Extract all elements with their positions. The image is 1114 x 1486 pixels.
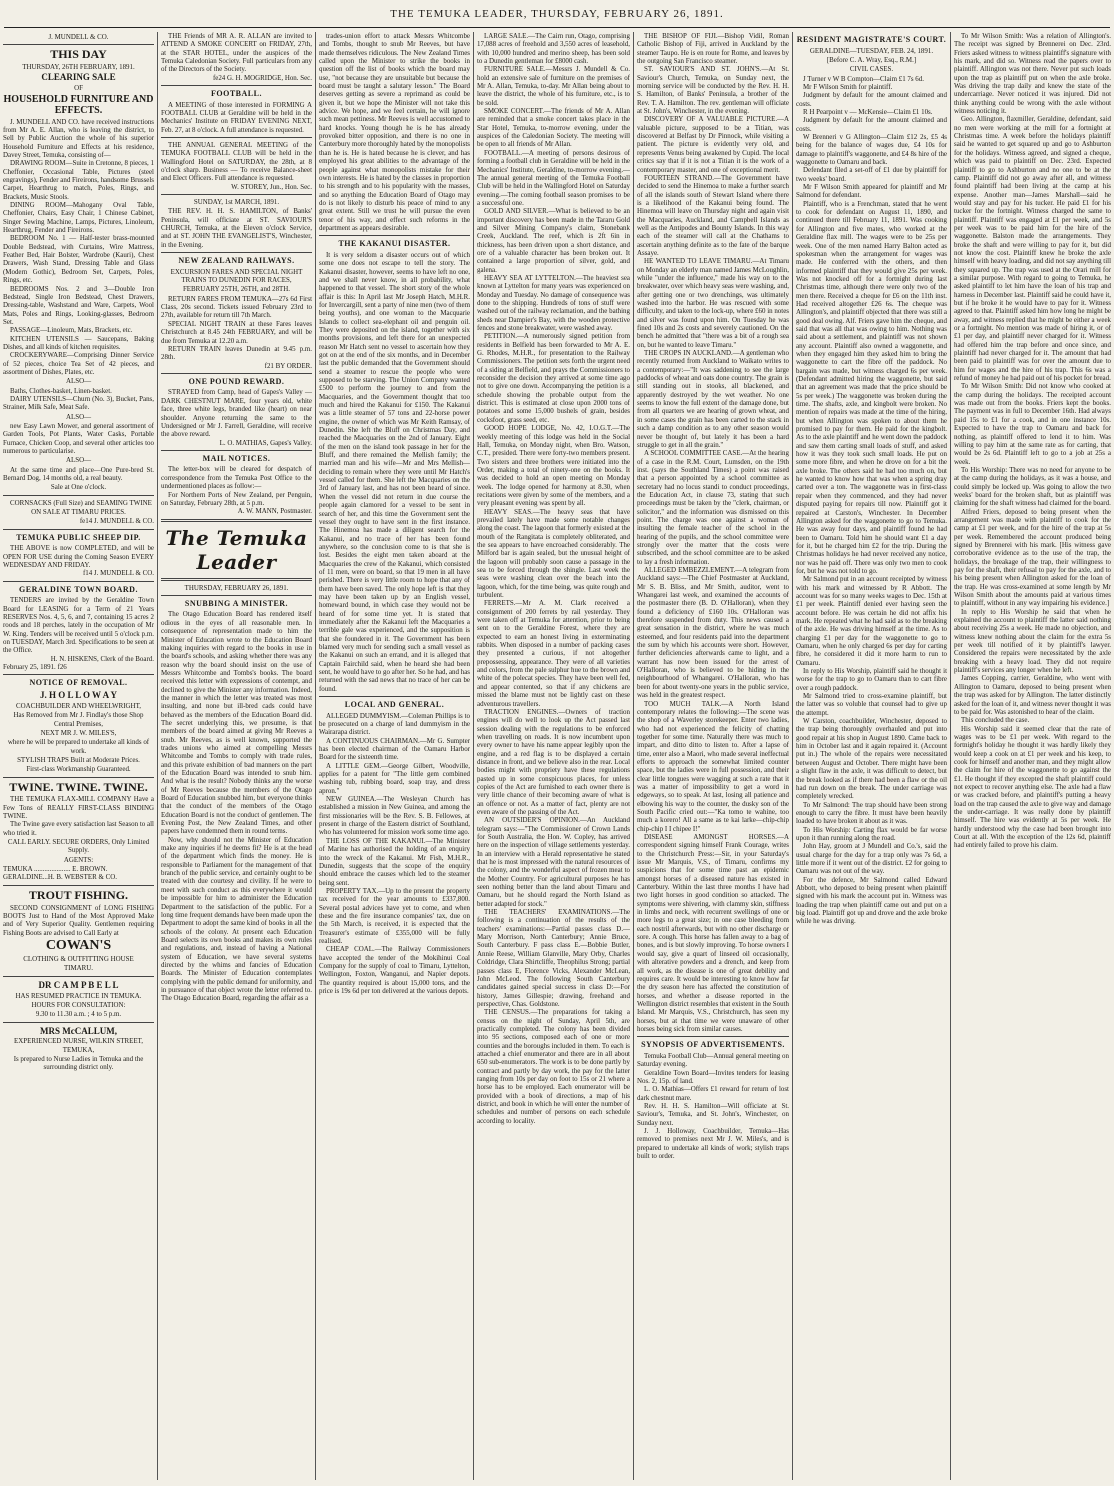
twine-body: The Twine gave every satisfaction last Season to all who tried it. (3, 820, 154, 837)
column-4 (474, 32, 633, 1480)
paragraph: W Brenneri v G Allington—Claim £12 2s, £5 4s being for the balance of wages due, £4 10s for damage to plaintiff's waggonette, and £4 8s hire of the waggonette to Oamaru and back. (796, 133, 947, 167)
this-day-heading: THIS DAY (50, 47, 107, 62)
paragraph: ALLEGED EMBEZZLEMENT.—A telegram from Auckland says:—The Chief Postmaster at Auckland, Mr S. B. Bliss, and Mr Smith, auditor, went to Whangarei last week, and examined the accounts of the postmaster there (B. D. O'Halloran), when they found a deficiency of £160 10s. O'Halloran was therefore suspended from duty. This news caused a great sensation in the district, where he was much esteemed, and four residents paid into the department the sum by which his accounts were short. However, further deficiencies afterwards came to light, and a warrant has now been issued for the arrest of O'Halloran, who is believed to be hiding in the neighbourhood of Whangarei. O'Halloran, who has been for about twenty-one years in the public service, was held in the greatest respect. (637, 566, 789, 700)
editorial-continued (319, 32, 470, 232)
court-cases (796, 75, 947, 926)
kakanui-heading: THE KAKANUI DISASTER. (338, 239, 451, 249)
ad-signature: L. O. MATHIAS, Gapes's Valley. (219, 438, 312, 447)
column-3 (316, 32, 473, 1480)
paragraph: FERRETS.—Mr A. M. Clark received a consignment of 200 ferrets by rail yesterday. They were taken off at Temuka for attention, prior to being sent on to the Geraldine Forest, where they are expected to earn an honest living in exterminating rabbits. When disposed in a number of packing cases they presented a curious, if not altogether prepossessing, appearance. They were of all varieties and colors, from the pale sulphur hue to the brown and white of the polecat species. They have been well fed, and appear contented, so that if any chickens are missed the blame must not be lightly cast on these adventurous travellers. (477, 599, 630, 708)
paragraph: Judgment by default for the amount claimed and costs. (796, 91, 947, 108)
paragraph: HE WANTED TO LEAVE TIMARU.—At Timaru on Monday an elderly man named James McLoughlin, while "under the influence," made his way on to the breakwater, over which heavy seas were washing, and, after getting one or two drenchings, was ultimately washed into the harbor. He was rescued with some difficulty, and taken to the lock-up, where £60 in notes and silver was found upon him. On Tuesday he was fined 10s and 2s costs and severely cautioned. On the bench he admitted that "there was a bit of a rough sea on, but he wanted to leave Timaru." (637, 257, 789, 349)
holloway-text: Has Removed from Mr J. Findlay's those Shop Central Premises, (13, 711, 144, 728)
column-2 (158, 32, 315, 1480)
removal-heading: NOTICE OF REMOVAL. (29, 678, 128, 688)
paragraph: W Carston, coachbuilder, Winchester, deposed to the trap being thoroughly overhauled and put into good repair at his shop in August 1890. Came back to him in October last and it again repaired it. (Account put in.) The whole of the repairs were necessitated between August and October. There might have been a slight flaw in the axle, it was difficult to detect, but the break looked as if there had been a flaw or the oil had run down on the break. The under carriage was completely wrecked. (796, 717, 947, 801)
town-board-heading: GERALDINE TOWN BOARD. (19, 584, 138, 594)
cornsacks-ad: CORNSACKS (Full Size) and SEAMING TWINE (10, 498, 152, 507)
football-ad: A MEETING of those interested in FORMING A FOOTBALL CLUB at Geraldine will be held in the Mechanics' Institute on FRIDAY EVENING NEXT, Feb. 27, at 8 o'clock. A full attendance is requested. (161, 100, 312, 134)
paragraph: CHEAP COAL.—The Railway Commissioners have accepted the tender of the Mokihinui Coal Company for the supply of coal to Timaru, Lyttelton, Wellington, Foxton, Wanganui, and Napier depots. The quantity required is about 15,000 tons, and the price is 19s 6d per ton delivered at the various depots. (319, 945, 470, 995)
sale-item: DAIRY UTENSILS—Churn (No. 3), Bucket, Pans, Strainer, Milk Safe, Meat Safe. (3, 394, 154, 412)
sale-time: Sale at One o'clock. (50, 483, 107, 492)
paragraph: Defendant filed a set-off of £1 due by plaintiff for two weeks' board. (796, 166, 947, 183)
paragraph: This concluded the case. (961, 716, 1030, 725)
sheep-dip-body: THE ABOVE is now COMPLETED, and will be OPEN FOR USE during the Coming Season EVERY WEDNESDAY AND FRIDAY. (3, 544, 154, 570)
church-ad: THE REV. H. H. S. HAMILTON, of Banks' Peninsula, will officiate at ST. SAVIOUR'S CHURCH, Temuka, at the Eleven o'clock Service, and at ST. JOHN THE EVANGELIST'S, Winchester, in the Evening. (161, 207, 312, 249)
paragraph: Mr F Wilson Smith for plaintiff. (803, 82, 893, 91)
paragraph: TRACTION ENGINES.—Owners of traction engines will do well to look up the Act passed last session dealing with the regulations to be enforced when travelling on roads. It is now incumbent upon every owner to have his name appear legibly upon the engine, and a red flag is to be displayed a certain distance in front, and we believe also in the rear. Local bodies might with propriety have these regulations pasted up in some conspicuous places, for unless copies of the Act are furnished to each owner there is very little chance of their becoming aware of what is an offence or not. As a matter of fact, plenty are not even aware of the passing of the Act. (477, 707, 630, 816)
paragraph: HEAVY SEA AT LYTTELTON.—The heaviest sea known at Lyttelton for many years was experienced on Monday and Tuesday. No damage of consequence was done to the shipping. Hundreds of tons of stuff were washed out of the railway reclamation, and the bathing sheds near Dampier's Bay, with the wooden protective fences and stone breakwater, were washed away. (477, 273, 630, 333)
column-5 (634, 32, 792, 1480)
cornsacks-prices: ON SALE AT TIMARU PRICES. (31, 508, 126, 517)
holloway-trade: COACHBUILDER AND WHEELWRIGHT, (15, 701, 142, 710)
sunday-date: SUNDAY, 1st MARCH, 1891. (193, 198, 280, 207)
cowan-location: TIMARU. (63, 964, 94, 973)
newspaper-logo: The Temuka Leader (165, 525, 308, 574)
mail-heading: MAIL NOTICES. (202, 453, 271, 463)
kakanui-body (319, 251, 470, 693)
sale-body: J. MUNDELL AND CO. have received instructions from Mr A. E. Allan, who is leaving the district, to Sell by Public Auction the whole of his superior Household Furniture and Effects at his residence, Davey Street, Temuka, consisting of— (3, 117, 154, 159)
paragraph: THE BISHOP OF FIJI.—Bishop Vidil, Roman Catholic Bishop of Fiji, arrived in Auckland by the steamer Taupo. He is en route for Rome, and leaves by the outgoing San Francisco steamer. (637, 32, 789, 66)
issue-date: THURSDAY, FEBRUARY 26, 1891. (184, 583, 289, 592)
civil-cases-heading: CIVIL CASES. (849, 65, 894, 74)
of-text: OF (74, 84, 83, 93)
paragraph: PETITION.—A numerously signed petition from residents in Belfield has been forwarded to Mr A. E. G. Rhodes, M.H.R., for presentation to the Railway Commissioners. The petition sets forth the urgent need of a siding at Belfield, and prays the Commissioners to reconsider the decision they arrived at some time ago not to give one down. Accompanying the petition is a schedule showing the probable output from the district. This is estimated at close upon 2000 tons of potatoes and some 15,000 bushels of grain, besides cocksfoot, grass seed, etc. (477, 332, 630, 424)
ad-signature: W. STOREY, Jun., Hon. Sec. (231, 182, 312, 191)
also-label: ALSO— (65, 412, 92, 421)
holloway-traps: STYLISH TRAPS Built at Moderate Prices. (17, 755, 140, 764)
paragraph: The Otago Education Board has rendered itself odious in the eyes of all reasonable men. In consequence of representation made to him the Minister of Education wrote to the Education Board making inquiries with regard to the books in use in the board's schools, and asking whether there was any reason why the board should insist on the use of Messrs Whitcombe and Tombs's books. The board received this letter with expressions of contempt, and declined to give the Minister any information. Indeed, the manner in which the letter was treated was most insulting, and none but ill-bred cads could have behaved as the members of the Education Board did. The secret underlying this, we presume, is that members of the board aimed at giving Mr Reeves a snub. Mr Reeves, as is well known, supported the trades unions who aimed at compelling Messrs Whitcombe and Tombs to comply with trade rules, and this private exhibition of bad manners on the part of the Education Board was intended to snub him. And what is the result? Nobody thinks any the worse of Mr Reeves because the members of the Otago Board of Education snubbed him, but everyone thinks that the conduct of the members of the Otago Education Board is not the conduct of gentlemen. The Evening Post, the New Zealand Times, and other papers have condemned them in round terms. (161, 610, 312, 836)
paragraph: Rev. H. H. S. Hamilton—Will officiate at St. Saviour's, Temuka, and St. John's, Winchester, on Sunday next. (637, 1101, 789, 1127)
court-heading: RESIDENT MAGISTRATE'S COURT. (796, 35, 947, 44)
paragraph: A CONTINUOUS CHAIRMAN.—Mr G. Sumpter has been elected chairman of the Oamaru Harbor Board for the sixteenth time. (319, 736, 470, 762)
paragraph: To Mr Salmond: The trap should have been strong enough to carry the fibre. It must have been heavily loaded to have broken it about as it was. (796, 800, 947, 826)
campbell-name: DR C A M P B E L L (38, 979, 119, 990)
ad-signature: A. W. MANN, Postmaster. (237, 507, 312, 516)
reward-body: STRAYED from Camp, head of Gapes's Valley — DARK CHESTNUT MARE, four years old, white face, three white legs, branded like (heart) on near shoulder. Anyone returning the same to the Undersigned or Mr J. Farrell, Geraldine, will receive the above reward. (161, 388, 312, 439)
paragraph: Mr Salmond tried to cross-examine plaintiff, but the latter was so voluble that counsel had to give up the attempt. (796, 692, 947, 717)
sheep-dip-heading: TEMUKA PUBLIC SHEEP DIP. (16, 532, 141, 542)
sale-items (3, 159, 154, 376)
annual-meeting-ad: THE ANNUAL GENERAL MEETING of the TEMUKA FOOTBALL CLUB will be held in the Wallingford Hotel on SATURDAY, the 28th, at 8 o'clock sharp. Business — To receive Balance-sheet and Elect Officers. Full attendance is requested. (161, 141, 312, 183)
paragraph: J. J. Holloway, Coachbuilder, Temuka—Has removed to premises next Mr J. W. Miles's, and is prepared to undertake all kinds of work; stylish traps built to order. (637, 1126, 789, 1160)
paragraph: A SCHOOL COMMITTEE CASE.—At the hearing of a case in the R.M. Court, Lumsden, on the 19th inst. (says the Southland Times) a point was raised that a person appointed by a school committee as secretary had no locus standi to conduct proceedings, the Education Act, in clause 73, stating that such proceedings must be taken by the "clerk, chairman, or solicitor," and the information was dismissed on this point. The charge was one against a woman of insulting the female teacher of the school in the hearing of the pupils, and the school committee were strongly over the matter that the costs were subscribed, and the school committee are to be asked to lay a fresh information. (637, 449, 789, 566)
paragraph: BEDROOMS Nos. 2 and 3—Double Iron Bedstead, Single Iron Bedstead, Chest Drawers, Dressing-table, Washstand and Ware, Carpets, Wool Mats, Poles and Rings, Looking-glasses, Bedroom Set. (3, 284, 154, 326)
court-cases (954, 32, 1111, 850)
campbell-hours-label: HOURS FOR CONSULTATION: (31, 1000, 126, 1009)
paragraph: DRAWING ROOM—Suite in Cretonne, 8 pieces, 1 Cheffonier, Occasional Table, Pictures (steel engravings), Fender and Fireirons, handsome Brussels Carpet, Hearthrug to match, Poles, Rings, and Brackets, Music Stools. (3, 159, 154, 201)
paragraph: Judgment by default for the amount claimed and costs. (796, 116, 947, 133)
paragraph: To His Worship: There was no need for anyone to be at the camp during the holidays, as it was a house, and could simply be locked up. Was going to allow the two weeks' board for the broken shaft, but as plaintiff was claiming for the shaft witness had claimed for the board. (954, 465, 1111, 508)
paragraph: Geraldine Town Board—Invites tenders for leasing Nos. 2, 15p. of land. (637, 1068, 789, 1085)
paragraph: GOLD AND SILVER.—What is believed to be an important discovery has been made in the Tararu Gold and Silver Mining Company's claim, Stonebank Creek, Auckland. The reef, which is 2ft 6in in thickness, has been driven upon a short distance, and ore of a valuable character has been broken out. It contained a large proportion of silver, gold, and galena. (477, 207, 630, 274)
paragraph: R H Pearpoint v — McKensie—Claim £1 10s. (803, 108, 933, 116)
railways-return: RETURN TRAIN leaves Dunedin at 9.45 p.m. 28th. (161, 344, 312, 362)
paragraph: DISCOVERY OF A VALUABLE PICTURE.—A valuable picture, supposed to be a Titian, was discovered at Belfast by Dr Pinnock, while visiting a patient. The picture is evidently very old, and represents Venus being awakened by Cupid. The local critics say that if it is not a Titian it is the work of a contemporary master, and one of exceptional merit. (637, 115, 789, 174)
paragraph: To Mr Wilson Smith: Did not know who cooked at the camp during the holidays. The receipted account was made out from the books. Friers kept the books. The payment was in full to December 16th. Had always paid 15s to £1 for a cook, and in one instance 10s. Expected to have the trap to Oamaru and back for nothing, as plaintiff offered to lend it to him. Was willing to pay him at the same rate as for carting, that would be 2s 6d. Plaintiff left to go to a job at 25s a week. (954, 382, 1111, 466)
paragraph: To Mr Wilson Smith: Was a relation of Allington's. The receipt was signed by Brennerei on Dec. 23rd. Friers asked witness to witness plaintiff's signature with his mark, and did so. Witness read the papers over to plaintiff. Allington was not there. Never put such loads upon the trap as plaintiff put on when the axle broke. Was driving the trap daily and knew the state of the undercarriage. Never noticed it was injured. Did not think anything could be wrong with the axle without witness noticing it. (954, 32, 1111, 116)
smoke-concert-ad: THE Friends of MR A. R. ALLAN are invited to ATTEND A SMOKE CONCERT on FRIDAY, 27th, at the STAR HOTEL, under the auspices of the Temuka Caledonian Society. Full particulars from any of the Directors of the Society. (161, 32, 312, 74)
synopsis-list (637, 1052, 789, 1160)
railways-dates: FEBRUARY 25TH, 26TH, and 28TH. (182, 285, 291, 294)
mccallum-text: EXPERIENCED NURSE, WILKIN STREET, TEMUKA, (13, 1037, 144, 1054)
paragraph: SMOKE CONCERT.—The friends of Mr A. Allan are reminded that a smoke concert takes place in the Star Hotel, Temuka, to-morrow evening, under the auspices of the Caledonian Society. The meeting will be open to all friends of Mr Allan. (477, 107, 630, 149)
paragraph: AN OUTSIDER'S OPINION.—An Auckland telegram says:—"The Commissioner of Crown Lands for South Australia, the Hon. W. Copley, has arrived here on the inspection of village settlements yesterday. In an interview with a Herald representative he stated that he is most impressed with the natural resources of the colony, and the wonderful aspect of frozen meat to the Mother Country. For agricultural purposes he has seen nothing better than the land about Timaru and Oamaru, but he should regard the North Island as better adapted for stock." (477, 816, 630, 908)
agent: TEMUKA ..................... E. BROWN. (3, 865, 108, 874)
ad-signature: f14 J. MUNDELL & CO. (82, 569, 154, 578)
court-before: [Before C. A. Wray, Esq., R.M.] (826, 55, 917, 64)
twine-order: CALL EARLY. SECURE ORDERS, Only Limited Supply. (7, 838, 150, 855)
ad-date: February 25, 1891. f26 (3, 663, 67, 672)
paragraph: Mr Salmond put in an account receipted by witness with his mark and witnessed by R Abbott. The account was for so many weeks wages to Dec. 15th at £1 per week. Plaintiff denied ever having seen the account before. He was certain he did not affix his mark. He repeated what he had said as to the breaking of the axle. He was driving himself at the time. As to charging £1 per day for the waggonette to go to Oamaru, when he only charged 6s per day for carting fibre, he considered it did it more harm to run to Oamaru. (796, 575, 947, 667)
railways-subheading: EXCURSION FARES AND SPECIAL NIGHT TRAINS TO DUNEDIN FOR RACES, (170, 267, 303, 285)
ad-signature: H. N. HISKENS, Clerk of the Board. (50, 654, 154, 663)
paragraph: HEAVY SEAS.—The heavy seas that have prevailed lately have made some notable changes along the coast. The lagoon that formerly existed at the mouth of the Rangitata is completely obliterated, and the sea appears to have encroached considerably. The Milford bar is again sealed, but the unusual height of the lagoon will probably soon cause a passage in the sea to be forced through the shingle. Last week the seas were washing clean over the beach into the lagoon, which, for the time being, was quite rough and turbulent. (477, 507, 630, 600)
header-rule (4, 27, 1110, 28)
paragraph: To His Worship: Carting flax would be far worse upon it than running along the road. (796, 825, 947, 842)
agent: GERALDINE...H. B. WEBSTER & CO. (3, 873, 117, 882)
paragraph: John Hay, groom at J Mundell and Co.'s, said the usual charge for the day for a trap only was 7s 6d, a little more if it went out of the district. £2 for going to Oamaru was not out of the way. (796, 842, 947, 876)
holloway-text: where he will be prepared to undertake all kinds of work. (7, 738, 150, 755)
mail-body: For Northern Ports of New Zealand, per Penguin, on Saturday, February 28th, at 5 p.m. (161, 490, 312, 507)
cowan-subtitle: CLOTHING & OUTFITTING HOUSE (23, 955, 134, 964)
paragraph: A LITTLE GEM.—George Gilbert, Woodville, applies for a patent for "The little gem combined washing tub, rubbing board, soap tray, and dress apron." (319, 761, 470, 795)
ad-signature: fe24 G. H. MOGRIDGE, Hon. Sec. (212, 73, 312, 82)
advertiser-name: J. MUNDELL & CO. (48, 33, 109, 41)
also-label: ALSO— (65, 377, 92, 386)
ad-signature: fe14 J. MUNDELL & CO. (79, 517, 154, 526)
paragraph: For the defence, Mr Salmond called Edward Abbott, who deposed to being present when plaintiff signed with his mark the account put in. Witness was loading the trap when plaintiff came out and put on a big load. Plaintiff got up and drove and the axle broke while he was driving. (796, 875, 947, 926)
paragraph: J Turner v W B Compton—Claim £1 7s 6d. (803, 74, 924, 83)
sale-date: THURSDAY, 26TH FEBRUARY, 1891. (22, 63, 135, 72)
paragraph: PROPERTY TAX.—Up to the present the property tax received for the year amounts to £337,800. Several postal advices have yet to come, and when these and the fire insurance companies' tax, due on the 5th March, is received, it is expected that the Treasurer's estimate of £355,000 will be fully realised. (319, 886, 470, 945)
paragraph: THE CROPS IN AUCKLAND.—A gentleman who recently returned from Auckland to Waikato writes to a contemporary:—"It was saddening to see the large paddocks of wheat and oats done country. The grain is still standing out in stooks, all blackened, and apparently destroyed by the wet weather. No one seems to know the full extent of the damage done, but from all quarters we are hearing of grown wheat, and in some cases the grain has been carted to the stack in such a damp condition as to any other season would never be thought of, but lately it has been a hard struggle to get in all the grain." (637, 349, 789, 449)
campbell-hours: 9.30 to 11.30 a.m. ; 4 to 5 p.m. (35, 1010, 122, 1019)
clearing-sale-heading: CLEARING SALE (41, 72, 116, 83)
paragraph: Temuka Football Club—Annual general meeting on Saturday evening. (637, 1051, 789, 1069)
paragraph: Plaintiff, who is a Frenchman, stated that he went to cook for defendant on August 11, 1890, and continued there till February 11, 1891. Was cooking for Allington and five mates, who worked at the Geraldine flax mill. The wages were to be 25s per week. One of the men named Harry Balton acted as spokesman when the arrangement for wages was made. He conferred with the others, and then informed plaintiff that they would give 25s per week. Was not knocked off for a fortnight during last Christmas time, although there were only two of the men there. Received a cheque for £6 on the 11th inst. Had received altogether £26 6s. The cheque was Allington's, and plaintiff objected that there was still a good deal owing. Alf. Friers gave him the cheque, and said that was all that was owing to him. Nothing was said about a settlement, and plaintiff was not shown any account. Plaintiff also owned a waggonette, and when they engaged him they asked him to bring the waggonette to cart the fibre off the paddock. No bargain was made, but witness charged 6s per week. (Defendant admitted hiring the waggonette, but said that an agreement was made that the price should be 5s per week.) The waggonette was broken during the time. The shafts, axle, and kingbolt were broken. No mention of repairs was made at the time of the hiring, but when Allington was spoken to about them he promised to pay for them. He paid for the kingbolt. As to the axle plaintiff and he went down the paddock and saw them carting small loads of stuff, and asked how it was they took such small loads. He put on some more fibre, and when he drove on for a bit the axle broke. The others said he had too much on, but he wanted to know how that was when a spring dray carted over a ton. The waggonette was in first-class repair when they commenced, and they had never disputed paying for repairs till now. Plaintiff got it repaired at Carston's, Winchester. In December Allington asked for the waggonette to go to Temuka. He was away four days, and plaintiff found he had been to Oamaru. Told him he should want £1 a day for it, but he charged him £2 for the trip. During the Christmas holidays he had never received any notice, nor was he paid off. There was only two men to cook for, but he was not told to go. (796, 199, 947, 575)
paragraph: DINING ROOM—Mahogany Oval Table, Cheffonier, Chairs, Easy Chair, 1 Chinese Cabinet, Singer Sewing Machine, Lamps, Pictures, Linoleum, Hearthrug, Fender and Fireirons. (3, 201, 154, 235)
holloway-address: NEXT MR J. W. MILES'S, (40, 728, 117, 737)
paragraph: ALLEGED DUMMYISM.—Coleman Phillips is to be prosecuted on a charge of land dummyism in the Wairarapa district. (319, 711, 470, 737)
agents-label: AGENTS: (63, 855, 94, 864)
mccallum-name: MRS McCALLUM, (40, 1025, 117, 1036)
sale-item: Baths, Clothes-basket, Linen-basket. (10, 386, 112, 395)
paragraph: In reply to His Worship he said that when he explained the account to plaintiff the latter said nothing about receiving 25s a week. He made no objection, and witness knew nothing about the claim for the extra 5s per week till notified of it by plaintiff's lawyer. Considered the repairs were necessitated by the axle breaking with a heavy load. They did not require plaintiff's services any longer when he left. (954, 607, 1111, 675)
paragraph: GOOD HOPE LODGE, No. 42, I.O.G.T.—The weekly meeting of this lodge was held in the Social Hall, Temuka, on Monday night, when Bro. Watson, C.T., presided. There were forty-two members present. Two sisters and three brothers were initiated into the Order, making a total of ninety-one on the books. It was decided to hold an open meeting on Monday week. The lodge opened for harmony at 8.30, when recitations were given by some of the members, and a very pleasant evening was spent by all. (477, 424, 630, 508)
ad-signature: f21 BY ORDER. (264, 361, 312, 370)
column-1 (0, 32, 157, 1480)
paragraph: ST. SAVIOUR'S AND ST. JOHN'S.—At St. Saviour's Church, Temuka, on Sunday next, the morning service will be conducted by the Rev. H. H. S. Hamilton, of Banks' Peninsula, a brother of the Rev. T. A. Hamilton. The rev. gentleman will officiate at St. John's, Winchester, in the evening. (637, 65, 789, 116)
paragraph: It is very seldom a disaster occurs out of which some one does not escape to tell the story. The Kakanui disaster, however, seems to have left no one, and we shall never know, in all probability, what happened to that vessel. The short story of the whole affair is this: In April last Mr Joseph Hatch, M.H.R. for Invercargill, sent a party of nine men (two of them being youths), and one woman to the Macquarie Islands to collect sea-elephant oil and penguin oil. They were deposited on the island, together with six months provisions, and left there for an unexpected reason Mr Hatch sent no vessel to ascertain how they got on at the end of the six months, and in December last the public demanded that the Government should send a steamer to rescue the people who were supposed to be starving. The Union Company wanted £500 to perform the journey to and from the Macquaries, and the Government thought that too much and hired the Kakanui for £150. The Kakanui was a little steamer of 57 tons and 22-horse power engine, the owner of which was Mr Keith Ramsay, of Dunedin. She left the Bluff on Christmas Day, and reached the Macquaries on the 2nd of January. Eight of the men on the island took passage in her for the Bluff, and there remained the Mellish family; the married man and his wife—Mr and Mrs Mellish—deciding to remain where they were until Mr Hatch's vessel called for them. She left the Macquaries on the 3rd of January last, and has not been heard of since. When the vessel did not return in due course the people again clamored for a vessel to be sent in search of her, and this time the Government sent the vessel they ought to have sent in the first instance. The Hinemoa has made a diligent search for the Kakanui, and no trace of her has been found anywhere, so the conclusion come to is that she is lost. Besides the eight men taken aboard at the Macquaries the crew of the Kakanui, which consisted of 11 men, were on board, so that 19 men in all have perished. There is very little room to hope that any of them have been saved. The only hope left is that they may have been taken up by an English vessel, homeward bound, in which case they would not be heard of for some time yet. It is stated that immediately after the Kakanui left the Macquaries a terrible gale was experienced, and the supposition is that she foundered in it. The Government has been blamed very much for sending such a small vessel as the Kakanui on such an errand, and it is alleged that Captain Fairchild said, when he heard she had been sent, he would have to go after her. So he had, and has returned with the sad news that no trace of her can be found. (319, 250, 470, 693)
page-header: THE TEMUKA LEADER, THURSDAY, FEBRUARY 26, 1891. (390, 8, 724, 20)
football-heading: FOOTBALL. (211, 89, 262, 99)
paragraph: FOURTEEN STRAND.—The Government have decided to send the Hinemoa to make a further search of all the islands south of Stewart Island where there is a likelihood of the Kakanui being found. The Hinemoa will leave on Thursday night and again visit the Macquaries, Auckland, and Campbell Islands as well as the Antipodes and Bounty Islands. In this way each of the steamer will call at the Chathams to ascertain anything definite as to the fate of the barque Assaye. (637, 173, 789, 257)
holloway-guarantee: First-class Workmanship Guaranteed. (26, 765, 131, 774)
paragraph: Alfred Friers, deposed to being present when the arrangement was made with plaintiff to cook for the camp at £1 per week, and for the hire of the trap at 5s per week. Remembered the account produced being signed by Brennerei with his mark. [His witness gave corroborative evidence as to the use of the trap, the holidays, the breakage of the trap, their willingness to pay for the shaft, their refusal to pay for the axle, and to his being present when Allington asked for the loan of the trap. He was cross-examined at some length by Mr Wilson Smith about the amounts paid at various times to plaintiff, without in any way impairing his evidence.] (954, 507, 1111, 608)
paragraph: trades-union effort to attack Messrs Whitcombe and Tombs, thought to snub Mr Reeves, but have made themselves ridiculous. The New Zealand Times called upon the Minister to strike the books in question off the list of books which the board may use, "not because they are unsuitable but because the board must be taught a salutary lesson." The Board deserves getting as severe a reprimand as could be given it, but we hope the Minister will not take this advice. We hope, and we feel certain, he will ignore such mean pettiness. Mr Reeves is well accustomed to hard knocks. Young though he is he has already provoked bitter opposition, and there is no one in Canterbury more thoroughly hated by the monopolists than he is. He is hated because he is clever, and has employed his great abilities to the advantage of the people against what monopolists mistake for their own interests. He is hated by the classes in proportion to his strength and to his popularity with the masses, and so anything the Education Board of Otago may do is not likely to disturb his peace of mind to any great extent. Still we trust he will pursue the even tenor of his way, and effect such reforms in the department as appears desirable. (319, 32, 470, 232)
paragraph: KITCHEN UTENSILS — Saucepans, Baking Dishes, and all kinds of kitchen requisites. (3, 334, 154, 351)
paragraph: LARGE SALE.—The Cairn run, Otago, comprising 17,088 acres of freehold and 3,550 acres of leasehold, with 10,000 hundred and merino sheep, has been sold to a Dunedin gentleman for £8000 cash. (477, 32, 630, 66)
paragraph: PASSAGE—Linoleum, Mats, Brackets, etc. (10, 326, 133, 335)
paragraph: BEDROOM No. 1 — Half-tester brass-mounted Double Bedstead, with Curtains, Wire Mattress, Feather Bed, Hair Bolster, Wardrobe (Kauri), Chest Drawers, Wash Stand, Dressing Table and Glass (Modern Gothic), Bedroom Set, Carpets, Poles, Rings, etc. (3, 234, 154, 285)
trout-heading: TROUT FISHING. (28, 887, 129, 902)
paragraph: NEW GUINEA.—The Wesleyan Church has established a mission in New Guinea, and among the first missionaries will be the Rev. S. B. Fellowes, at present in charge of the Eastern district of Southland, who has volunteered for mission work some time ago. (319, 795, 470, 837)
paragraph: FURNITURE SALE.—Messrs J. Mundell & Co. hold an extensive sale of furniture on the premises of Mr A. Allan, Temuka, to-day. Mr Allan being about to leave the district, the whole of his furniture, etc., is to be sold. (477, 65, 630, 107)
local-news (477, 32, 630, 1125)
campbell-text: HAS RESUMED PRACTICE IN TEMUKA. (15, 991, 142, 1000)
paragraph: THE LOSS OF THE KAKANUI.—The Minister of Marine has authorised the holding of an enquiry into the wreck of the Kakanui. Mr Fish, M.H.R., Dunedin, suggests that the scope of the enquiry should embrace the causes which led to the steamer being sent. (319, 836, 470, 887)
also-label: ALSO— (65, 456, 92, 465)
mail-body: The letter-box will be cleared for despatch of correspondence from the Temuka Post Office to the undermentioned places as follow:— (161, 465, 312, 491)
holloway-name: J. H O L L O W A Y (39, 690, 118, 701)
editorial-heading: SNUBBING A MINISTER. (184, 598, 289, 608)
town-board-body: TENDERS are invited by the Geraldine Town Board for LEASING for a Term of 21 Years RESERVES Nos. 4, 5, 6, and 7, containing 15 acres 2 roods and 18 perches, lately in the occupation of Mr W. King. Tenders will be received until 5 o'clock p.m. on TUESDAY, March 3rd. Specifications to be seen at the Office. (3, 596, 154, 655)
sale-item: new Easy Lawn Mower, and general assortment of Garden Tools, Pot Plants, Water Casks, Portable Furnace, Chicken Coop, and several other articles too numerous to particularise. (3, 422, 154, 456)
twine-heading: TWINE. TWINE. TWINE. (9, 779, 148, 794)
paragraph: THE TEACHERS' EXAMINATIONS.—The following is a continuation of the results of the teachers' examinations:—Partial passes class D.—Mary Morrison, North Canterbury; Annie Bruce, South Canterbury. F pass class E.—Bobbie Butler, Annie Reese, William Glanville, Mary Orby, Charles Coldridge, Clara Shirtcliffe, Theophilus Strong; partial passes class E, Florence Vicks, Alexander McLean, John McLeod. The following South Canterbury candidates gained special success in class D:—For history, James Gillespie; drawing, freehand and perspective, Chas. Goldstone. (477, 908, 630, 1008)
paragraph: James Copping, carrier, Geraldine, who went with Allington to Oamaru, deposed to being present when the trap was asked for by Allington. The latter distinctly asked for the loan of it, and witness never thought it was to be paid for. Was astonished to hear of the claim. (954, 674, 1111, 716)
paragraph: Geo. Allington, flaxmiller, Geraldine, defendant, said no men were working at the mill for a fortnight at Christmas time. A week before the holidays plaintiff said he wanted to get squared up and go to Ashburton for the holidays. Witness agreed, and signed a cheque, which was paid to plaintiff on Dec. 23rd. Expected plaintiff to go to Ashburton and no one to be at the camp. Plaintiff did not go away after all, and witness found plaintiff had been living at the camp at his expense. Another man—James Marshall—said he would stay and pay for his tucker. He paid £1 for his tucker for the fortnight. Witness charged the same to plaintiff. Plaintiff was engaged at £1 per week, and 5s per week was to be paid him for the hire of the waggonette. Balston made the arrangements. They broke the shaft and were willing to pay for it, but did not know the cost. Plaintiff knew he broke the axle himself with heavy loading, and did not say anything till they squared up. The trap was used at the Orari mill for a similar purpose. With regard to going to Temuka, he asked plaintiff to let him have the loan of his trap and harness in December last. Plaintiff said he could have it, but if he broke it he would have to pay for it. Witness agreed to that. Plaintiff asked him how long he might be away, and witness replied that he might be either a week or a fortnight. No mention was made of hiring it, or of £1 per day, and plaintiff never charged for it. Witness had offered him the trap before and once since, and plaintiff had never charged for it. The amount that had been paid to plaintiff was for over the amount due to him for wages and the hire of his trap. This 6s was a refund of money he had paid out of his pocket for bread. (954, 115, 1111, 383)
paragraph: In reply to His Worship, plaintiff said he thought it worse for the trap to go to Oamaru than to cart fibre over a rough paddock. (796, 667, 947, 692)
railways-special: SPECIAL NIGHT TRAIN at these Fares leaves Christchurch at 8.45 24th FEBRUARY, and will be due from Temuka at 12.20 a.m. (161, 319, 312, 345)
twine-body: THE TEMUKA FLAX-MILL COMPANY Have a Few Tons of REALLY FIRST-CLASS BINDING TWINE. (3, 795, 154, 821)
paragraph: DISEASE AMONGST HORSES.—A correspondent signing himself Frank Courage, writes to the Christchurch Press:—Sir, in your Saturday's issue Mr Marquis, V.S., of Timaru, confirms my suspicions that for some time past an epidemic amongst horses of a diseased nature has existed in Canterbury. Within the last three months I have had two light horses in good condition so attacked. The symptoms were shivering, with clammy skin, stiffness in limbs and neck, with recurrent swellings of one or more legs to a great size; in one case bleeding from each nostril afterwards, but with no other discharge or sore. A cough. This horse has fallen away to a bag of bones, and is but slowly improving. To horse owners I would say, give a quart of linseed oil occasionally, with alterative powders and a drench, and keep from all work, as the disease is one of great debility and requires care. It would be interesting to know how far the dry season here has affected the constitution of horses, and whether a disease reported in the Wellington district resembles that existent in the South Island. Mr Marquis, V.S., Christchurch, has seen my horses, but at that time we were unaware of other horses being sick from similar causes. (637, 833, 789, 1033)
paragraph: Mr F Wilson Smith appeared for plaintiff and Mr Salmond for defendant. (796, 183, 947, 200)
trout-body: SECOND CONSIGNMENT of LONG FISHING BOOTS Just to Hand of the Most Approved Make and of Very Superior Quality. Gentlemen requiring Fishing Boots are advised to Call Early at (3, 903, 154, 937)
reward-heading: ONE POUND REWARD. (188, 376, 285, 386)
paragraph: Now, why should not the Minister of Education make any inquiries if he deems fit? He is at the head of the department which finds the money. He is responsible to Parliament for the management of that branch of the public service, and certainly ought to be treated with due courtesy and civility. If he were to meet with such conduct as this everywhere it would be impossible for him to administer the Education Department to the satisfaction of the public. For a long time frequent demands have been made upon the Department to adopt the same kind of books in all the schools of the colony. At present each Education Board selects its own books and makes its own rules and regulations, and, instead of having a National system of Education, we have several systems directed by the whims and fancies of Education Boards. The Minister of Education contemplates complying with the public demand for uniformity, and in pursuance of that object wrote the letter referred to. The Otago Education Board, regarding the affair as a (161, 835, 312, 1003)
paragraph: CROCKERYWARE—Comprising Dinner Service of 52 pieces, choice Tea Set of 42 pieces, and assortment of Dishes, Plates, etc. (3, 351, 154, 376)
synopsis-heading: SYNOPSIS OF ADVERTISEMENTS. (641, 1040, 785, 1050)
column-6 (793, 32, 950, 1480)
column-7 (951, 32, 1114, 1480)
cowan-name: COWAN'S (45, 937, 112, 953)
page-masthead (0, 0, 1114, 30)
paragraph: His Worship said it seemed clear that the rate of wages was to be £1 per week. With regard to the fortnight's holiday he thought it was hardly likely they would keep a cook on at £1 per week and his keep, to cook for himself and another man, and they might allow the claim for hire of the waggonette to go against the £1. He thought if they excepted the shaft plaintiff could not expect to recover anything else. The axle had a flaw or was cracked before, and plaintiff's putting a heavy load on the trap caused the axle to give way and damage the under-carriage. It was really done by plaintiff himself. The hire was evidently at 5s per week. He hardly understood why the case had been brought into Court at all. With the exception of the 12s 6d, plaintiff had entirely failed to prove his claim. (954, 724, 1111, 850)
railways-heading: NEW ZEALAND RAILWAYS. (178, 256, 295, 266)
local-general-heading: LOCAL AND GENERAL. (344, 700, 445, 710)
paragraph: FOOTBALL.—A meeting of persons desirous of forming a football club in Geraldine will be held in the Mechanics' Institute, Geraldine, to-morrow evening.—The annual general meeting of the Temuka Football Club will be held in the Wallingford Hotel on Saturday evening.—The coming football season promises to be a successful one. (477, 148, 630, 207)
mccallum-text: Is prepared to Nurse Ladies in Temuka and the surrounding district only. (13, 1055, 144, 1072)
railways-fares: RETURN FARES FROM TEMUKA—27s 6d First Class, 20s second. Tickets issued February 23rd to 27th, available for return till 7th March. (161, 294, 312, 320)
sale-item: At the same time and place—One Pure-bred St. Bernard Dog, 14 months old, a real beauty. (3, 465, 154, 483)
paragraph: TOO MUCH TALK.—A North Island contemporary relates the following:—The scene was the shop of a Waverley storekeeper. Enter two ladies, who had not experienced the felicity of chatting together for some time. Naturally there was much to impart, and ditto ditto to listen to. After a lapse of time, enter also a Maori, who made several ineffectual efforts to approach the somewhat limited counter space, but the ladies were in full possession, and their clear little tongues were wagging at such a rate that it was a matter of impossibility to get a word in edgeways, so to speak. At last, losing all patience and elbowing his way to the counter, the dusky son of the South Pacific cried out:—"Ka tomo te wahine, too much a korero! All a same as te kai larke—chip-chip chip-chip I I chipee I!" (637, 699, 789, 833)
editorial-body (161, 610, 312, 1002)
paragraph: THE CENSUS.—The preparations for taking a census on the night of Sunday, April 5th, are practically completed. The colony has been divided into 95 sections, composed each of one or more counties and the boroughs included in them. To each is attached a chief enumerator and there are in all about 650 sub-enumerators. The work is to be done partly by contract and partly by day work, the pay for the latter ranging from 10s per day on foot to 15s or 21 where a horse has to be employed. Each enumerator will be provided with a book of directions, a map of his district, and book in which he will enter the number of schedules and number of persons on each schedule according to locality. (477, 1008, 630, 1125)
local-news (637, 32, 789, 1033)
court-date: GERALDINE—TUESDAY, FEB. 24, 1891. (809, 46, 934, 55)
local-news (319, 712, 470, 996)
paragraph: L. O. Mathias—Offers £1 reward for return of lost dark chestnut mare. (637, 1085, 789, 1102)
furniture-heading: HOUSEHOLD FURNITURE AND EFFECTS. (3, 93, 154, 117)
